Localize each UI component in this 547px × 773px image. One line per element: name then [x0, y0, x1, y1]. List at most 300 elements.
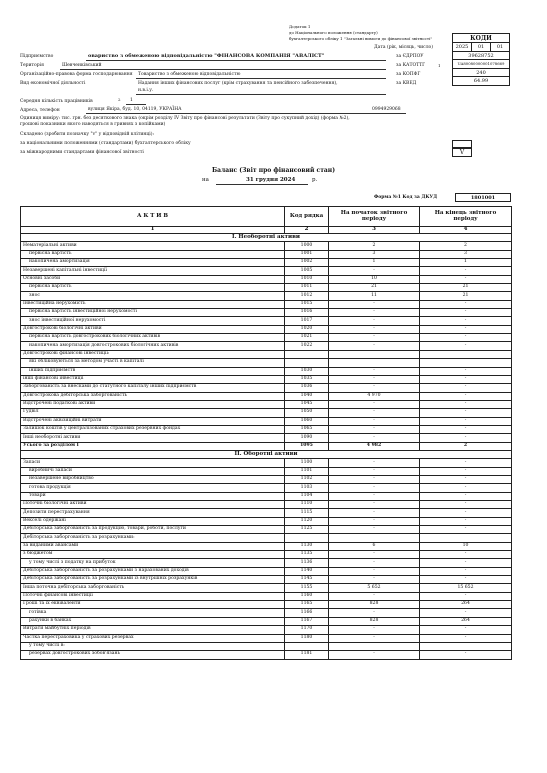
row-start-value: [329, 534, 420, 542]
row-label: незавершене виробництво: [21, 475, 285, 483]
row-label: у тому числі з податку на прибуток: [21, 559, 285, 567]
row-start-value: -: [329, 517, 420, 525]
row-label: Нематеріальні активи: [21, 242, 285, 250]
table-row: [21, 526, 512, 534]
row-end-value: 3: [420, 250, 512, 258]
row-start-value: -: [329, 434, 420, 442]
table-row: [21, 509, 512, 517]
row-end-value: 264: [420, 617, 512, 625]
table-row: [21, 626, 512, 634]
row-label: Довгострокові фінансові інвестиції:: [21, 350, 285, 358]
row-end-value: -: [420, 425, 512, 433]
table-row: [21, 392, 512, 400]
row-label: первісна вартість довгострокових біологічних активів: [21, 334, 285, 342]
row-start-value: -: [329, 559, 420, 567]
row-label: Депозити перестрахування: [21, 509, 285, 517]
row-label: інших підприємств: [21, 367, 285, 375]
legal-form-label: Організаційно-правова форма господарювання: [20, 72, 133, 77]
row-start-value: -: [329, 609, 420, 617]
row-code: 1135: [285, 551, 329, 559]
table-row: [21, 325, 512, 333]
table-row: [21, 534, 512, 542]
form-label: Форма №1 Код за ДКУД: [374, 195, 438, 200]
row-label: у тому числі в:: [21, 642, 285, 650]
table-row: [21, 367, 512, 375]
table-row: [21, 542, 512, 550]
row-start-value: -: [329, 651, 420, 659]
row-start-value: -: [329, 484, 420, 492]
row-start-value: -: [329, 367, 420, 375]
row-label: первісна вартість: [21, 284, 285, 292]
row-end-value: -: [420, 384, 512, 392]
row-start-value: -: [329, 417, 420, 425]
section-title: I. Необоротні активи: [21, 234, 512, 242]
row-end-value: -: [420, 300, 512, 308]
row-start-value: -: [329, 576, 420, 584]
row-code: 1050: [285, 409, 329, 417]
row-end-value: 264: [420, 601, 512, 609]
row-label: Дебіторська заборгованість за продукцію, товари, роботи, послуги: [21, 526, 285, 534]
table-row: [21, 342, 512, 350]
row-label: Основні засоби: [21, 275, 285, 283]
table-colnum-row: [21, 227, 512, 234]
row-start-value: 11: [329, 292, 420, 300]
row-label: первісна вартість інвестиційної нерухомості: [21, 309, 285, 317]
row-start-value: -: [329, 325, 420, 333]
section-title: II. Оборотні активи: [21, 450, 512, 458]
row-start-value: -: [329, 267, 420, 275]
row-label: Заборгованість за внесками до статутного капіталу інших підприємств: [21, 384, 285, 392]
row-code: 1125: [285, 526, 329, 534]
row-end-value: -: [420, 325, 512, 333]
units-note-1: Одиниця виміру: тис. грн. без десяткового знака (окрім розділу IV Звіту про фінансові результати (Звіту про сукупний дохід) (форма №2),: [20, 116, 350, 121]
row-start-value: 4 982: [329, 442, 420, 450]
row-end-value: -: [420, 626, 512, 634]
row-end-value: -: [420, 559, 512, 567]
row-code: 1110: [285, 501, 329, 509]
basis-national-checkbox: [452, 140, 472, 148]
row-label: Векселі одержані: [21, 517, 285, 525]
row-end-value: -: [420, 409, 512, 417]
katottg-label: за КАТОТТГ: [396, 63, 426, 68]
row-end-value: [420, 359, 512, 367]
row-code: [285, 642, 329, 650]
row-start-value: -: [329, 425, 420, 433]
row-end-value: [420, 350, 512, 358]
row-start-value: 3: [329, 250, 420, 258]
row-label: рахунки в банках: [21, 617, 285, 625]
activity-value: Надання інших фінансових послуг (крім страхування та пенсійного забезпечення),: [138, 81, 338, 86]
row-code: 1060: [285, 417, 329, 425]
row-code: 1040: [285, 392, 329, 400]
row-label: резервах довгострокових зобов'язань: [21, 651, 285, 659]
table-row: [21, 242, 512, 250]
row-code: 1011: [285, 284, 329, 292]
basis-international: за міжнародними стандартами фінансової звітності: [20, 150, 144, 155]
date-label: Дата (рік, місяць, число): [374, 45, 434, 50]
kopfg-label: за КОПФГ: [396, 72, 421, 77]
row-end-value: -: [420, 501, 512, 509]
table-row: [21, 334, 512, 342]
row-code: 1160: [285, 592, 329, 600]
row-code: 1166: [285, 609, 329, 617]
col-num-4: 4: [420, 227, 512, 234]
row-code: 1100: [285, 459, 329, 467]
address-value: вулиця Якіра, буд. 10, 04119, УКРАЇНА: [88, 107, 182, 112]
annex-line-3: бухгалтерського обліку 1 "Загальні вимоги до фінансової звітності": [289, 36, 433, 41]
row-code: 1012: [285, 292, 329, 300]
row-end-value: -: [420, 275, 512, 283]
basis-national: за національними положеннями (стандартами) бухгалтерського обліку: [20, 141, 191, 146]
row-start-value: -: [329, 384, 420, 392]
table-row: [21, 601, 512, 609]
row-label: Гудвіл: [21, 409, 285, 417]
codes-date-year: 2025: [453, 43, 472, 51]
row-end-value: -: [420, 392, 512, 400]
row-label: Інша поточна дебіторська заборгованість: [21, 584, 285, 592]
row-label: Поточні біологічні активи: [21, 501, 285, 509]
row-code: 1155: [285, 584, 329, 592]
row-end-value: -: [420, 492, 512, 500]
col-num-3: 3: [329, 227, 420, 234]
table-row: [21, 459, 512, 467]
total-row: [21, 442, 512, 450]
row-start-value: -: [329, 317, 420, 325]
row-start-value: 21: [329, 284, 420, 292]
basis-international-checkbox: V: [452, 148, 472, 157]
edrpou-label: за ЄДРПОУ: [396, 54, 424, 59]
table-row: [21, 309, 512, 317]
row-start-value: 828: [329, 601, 420, 609]
table-row: [21, 559, 512, 567]
table-row: [21, 259, 512, 267]
company-label: Підприємство: [20, 54, 54, 59]
row-start-value: -: [329, 551, 420, 559]
table-row: [21, 651, 512, 659]
row-start-value: -: [329, 634, 420, 642]
row-label: Дебіторська заборгованість за розрахунками:: [21, 534, 285, 542]
row-label: знос: [21, 292, 285, 300]
activity-value-2: н.в.і.у.: [138, 88, 154, 93]
row-start-value: [329, 359, 420, 367]
codes-katottg: UA80080000001078669: [452, 60, 510, 69]
row-start-value: 6: [329, 542, 420, 550]
row-code: 1015: [285, 300, 329, 308]
table-row: [21, 292, 512, 300]
row-label: Інвестиційна нерухомість: [21, 300, 285, 308]
row-start-value: -: [329, 526, 420, 534]
codes-date-day: 01: [496, 44, 504, 50]
col-start: На початок звітного періоду: [329, 207, 420, 227]
row-code: 1120: [285, 517, 329, 525]
row-start-value: -: [329, 501, 420, 509]
row-end-value: 2: [420, 242, 512, 250]
table-row: [21, 384, 512, 392]
row-end-value: -: [420, 367, 512, 375]
table-row: [21, 517, 512, 525]
row-end-value: 1: [420, 259, 512, 267]
report-year-suffix: р.: [312, 177, 318, 183]
row-end-value: -: [420, 567, 512, 575]
employees-value: 1: [130, 98, 133, 103]
row-code: 1167: [285, 617, 329, 625]
company-underline: [86, 60, 386, 61]
col-num-2: 2: [285, 227, 329, 234]
row-start-value: -: [329, 592, 420, 600]
row-label: Відстрочені аквізиційні витрати: [21, 417, 285, 425]
row-end-value: -: [420, 309, 512, 317]
row-code: 1102: [285, 475, 329, 483]
row-end-value: [420, 642, 512, 650]
table-row: [21, 317, 512, 325]
employees-label: Середня кількість працівників: [20, 99, 93, 104]
codes-edrpou: 39628752: [452, 52, 510, 61]
table-row: [21, 617, 512, 625]
territory-underline: [60, 69, 386, 70]
col-num-1: 1: [21, 227, 285, 234]
col-end: На кінець звітного періоду: [420, 207, 512, 227]
row-end-value: -: [420, 334, 512, 342]
company-value: овариство з обмеженою відповідальністю "ФІНАНСОВА КОМПАНІЯ "АВАЛІСТ": [88, 53, 325, 59]
row-code: 1095: [285, 442, 329, 450]
row-start-value: -: [329, 467, 420, 475]
row-label: Довгострокова дебіторська заборгованість: [21, 392, 285, 400]
annex-line-2: до Національного положення (стандарту): [289, 30, 378, 35]
row-code: 1165: [285, 601, 329, 609]
row-start-value: 5 652: [329, 584, 420, 592]
row-code: 1170: [285, 626, 329, 634]
row-label: готівка: [21, 609, 285, 617]
report-date: 31 грудня 2024: [246, 177, 296, 183]
row-label: Усього за розділом I: [21, 442, 285, 450]
row-code: 1140: [285, 567, 329, 575]
row-code: 1090: [285, 434, 329, 442]
row-label: Частка перестраховика у страхових резервах: [21, 634, 285, 642]
row-code: 1180: [285, 634, 329, 642]
basis-label: Складено (зробити позначку "v" у відповідній клітинці):: [20, 132, 154, 137]
codes-kopfg: 240: [452, 69, 510, 78]
row-code: 1065: [285, 425, 329, 433]
table-row: [21, 359, 512, 367]
table-row: [21, 275, 512, 283]
table-row: [21, 492, 512, 500]
row-end-value: 21: [420, 292, 512, 300]
table-row: [21, 375, 512, 383]
table-row: [21, 409, 512, 417]
row-end-value: -: [420, 475, 512, 483]
row-start-value: -: [329, 342, 420, 350]
row-label: Інші необоротні активи: [21, 434, 285, 442]
kved-label: за КВЕД: [396, 81, 417, 86]
table-row: [21, 434, 512, 442]
section-row: [21, 450, 512, 458]
table-row: [21, 567, 512, 575]
annex-line-1: Додаток 1: [289, 24, 311, 29]
table-row: [21, 467, 512, 475]
row-label: з бюджетом: [21, 551, 285, 559]
row-start-value: -: [329, 309, 420, 317]
row-start-value: -: [329, 334, 420, 342]
row-end-value: -: [420, 400, 512, 408]
row-end-value: -: [420, 317, 512, 325]
report-on: на: [202, 177, 209, 183]
row-end-value: -: [420, 417, 512, 425]
row-label: які обліковуються за методом участі в капіталі: [21, 359, 285, 367]
row-end-value: -: [420, 651, 512, 659]
units-note-2: грошові показники якого наводяться в гривнях з копійками): [20, 122, 166, 127]
row-end-value: -: [420, 576, 512, 584]
row-code: 1000: [285, 242, 329, 250]
report-title: Баланс (Звіт про фінансовий стан): [212, 167, 336, 174]
row-end-value: 15 652: [420, 584, 512, 592]
row-code: 1115: [285, 509, 329, 517]
codes-date-row: [452, 43, 510, 52]
codes-header: КОДИ: [452, 33, 510, 43]
row-label: товари: [21, 492, 285, 500]
row-end-value: -: [420, 342, 512, 350]
row-start-value: -: [329, 509, 420, 517]
row-label: Довгострокові біологічні активи: [21, 325, 285, 333]
row-code: 1103: [285, 484, 329, 492]
row-end-value: -: [420, 634, 512, 642]
table-row: [21, 551, 512, 559]
balance-table: [20, 206, 512, 660]
row-start-value: [329, 642, 420, 650]
table-header-row: [21, 207, 512, 227]
address-underline: [86, 113, 406, 114]
katottg-mark: 1: [438, 63, 441, 68]
row-end-value: -: [420, 375, 512, 383]
row-end-value: -: [420, 526, 512, 534]
phone-value: 0994929068: [372, 107, 401, 112]
table-row: [21, 425, 512, 433]
table-row: [21, 417, 512, 425]
row-end-value: -: [420, 509, 512, 517]
row-end-value: 2: [420, 442, 512, 450]
table-row: [21, 350, 512, 358]
row-label: первісна вартість: [21, 250, 285, 258]
row-start-value: -: [329, 492, 420, 500]
row-end-value: -: [420, 467, 512, 475]
table-row: [21, 484, 512, 492]
table-row: [21, 592, 512, 600]
row-start-value: -: [329, 459, 420, 467]
row-start-value: 2: [329, 242, 420, 250]
row-code: 1036: [285, 384, 329, 392]
row-end-value: -: [420, 592, 512, 600]
row-label: Дебіторська заборгованість за розрахунками із внутрішніх розрахунків: [21, 576, 285, 584]
row-start-value: -: [329, 400, 420, 408]
table-row: [21, 250, 512, 258]
row-code: 1130: [285, 542, 329, 550]
row-code: 1104: [285, 492, 329, 500]
row-label: Гроші та їх еквіваленти: [21, 601, 285, 609]
table-row: [21, 284, 512, 292]
row-code: 1145: [285, 576, 329, 584]
row-label: накопичена амортизація: [21, 259, 285, 267]
codes-date-month: 01: [472, 43, 491, 51]
legal-form-value: Товариство з обмеженою відповідальністю: [138, 72, 241, 77]
table-row: [21, 576, 512, 584]
report-date-underline: [216, 184, 308, 185]
row-code: 1020: [285, 325, 329, 333]
row-code: 1030: [285, 367, 329, 375]
row-code: 1035: [285, 375, 329, 383]
col-code: Код рядка: [285, 207, 329, 227]
row-code: 1005: [285, 267, 329, 275]
row-code: 1136: [285, 559, 329, 567]
row-end-value: -: [420, 267, 512, 275]
row-code: 1002: [285, 259, 329, 267]
row-end-value: 10: [420, 542, 512, 550]
row-label: Залишок коштів у централізованих страхових резервних фондах: [21, 425, 285, 433]
section-row: [21, 234, 512, 242]
row-code: 1022: [285, 342, 329, 350]
table-row: [21, 501, 512, 509]
row-end-value: -: [420, 434, 512, 442]
row-code: [285, 359, 329, 367]
row-label: Поточні фінансові інвестиції: [21, 592, 285, 600]
row-code: 1181: [285, 651, 329, 659]
activity-underline: [136, 94, 386, 95]
activity-label: Вид економічної діяльності: [20, 81, 86, 86]
row-label: за виданими авансами: [21, 542, 285, 550]
row-label: Відстрочені податкові активи: [21, 400, 285, 408]
territory-value: Шевченківський: [62, 63, 102, 68]
row-start-value: -: [329, 567, 420, 575]
row-code: [285, 350, 329, 358]
employees-underline: [126, 104, 146, 105]
table-row: [21, 642, 512, 650]
row-start-value: -: [329, 300, 420, 308]
table-row: [21, 609, 512, 617]
row-code: 1016: [285, 309, 329, 317]
row-code: 1001: [285, 250, 329, 258]
row-label: інші фінансові інвестиції: [21, 375, 285, 383]
row-label: Витрати майбутніх періодів: [21, 626, 285, 634]
address-label: Адреса, телефон: [20, 108, 60, 113]
row-start-value: 1: [329, 259, 420, 267]
row-label: готова продукція: [21, 484, 285, 492]
row-code: [285, 534, 329, 542]
row-end-value: -: [420, 551, 512, 559]
row-end-value: 21: [420, 284, 512, 292]
row-end-value: -: [420, 609, 512, 617]
codes-kved: 64.99: [452, 77, 510, 86]
territory-label: Територія: [20, 63, 44, 68]
table-row: [21, 300, 512, 308]
col-asset: А К Т И В: [21, 207, 285, 227]
table-row: [21, 634, 512, 642]
row-start-value: -: [329, 475, 420, 483]
table-row: [21, 267, 512, 275]
legal-form-underline: [136, 78, 386, 79]
row-end-value: -: [420, 517, 512, 525]
row-code: 1010: [285, 275, 329, 283]
row-code: 1021: [285, 334, 329, 342]
row-end-value: -: [420, 484, 512, 492]
table-row: [21, 400, 512, 408]
row-code: 1045: [285, 400, 329, 408]
row-start-value: 10: [329, 275, 420, 283]
row-start-value: 4 970: [329, 392, 420, 400]
row-label: Дебіторська заборгованість за розрахунками з нарахованих доходів: [21, 567, 285, 575]
row-label: накопичена амортизація довгострокових біологічних активів: [21, 342, 285, 350]
table-row: [21, 584, 512, 592]
row-start-value: -: [329, 375, 420, 383]
employees-mark: 2: [118, 97, 121, 102]
row-label: Незавершені капітальні інвестиції: [21, 267, 285, 275]
